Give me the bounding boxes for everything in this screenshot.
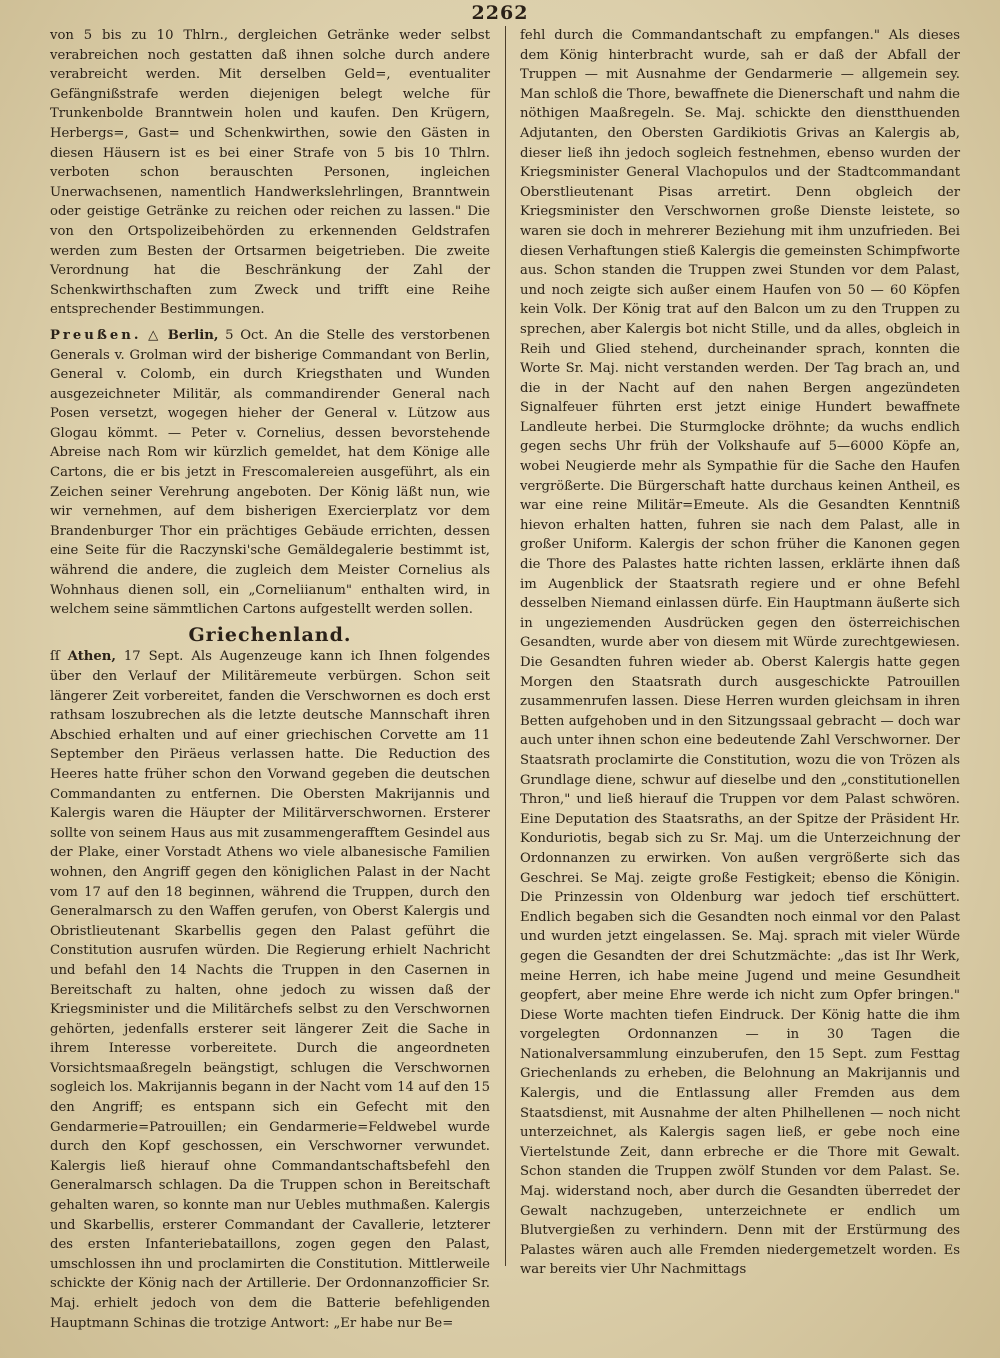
dateline-athens-date: 17 Sept. <box>123 649 184 665</box>
dateline-athens: Athen, <box>67 649 116 665</box>
section-heading-greece: Griechenland. <box>188 623 352 646</box>
article-continuation-text: von 5 bis zu 10 Thlrn., dergleichen Getränke weder selbst verabreichen noch gestatten daß ihnen solche durch andere verabreicht werden. Mit derselben Geld=, eventualiter Gefängnißstrafe werden diejenigen belegt welche für Trunkenbolde Branntwein holen und kaufen. Den Krügern, Herbergs=, Gast= und Schenkwirthen, sowie den Gästen in diesen Häusern ist es bei einer Strafe von 5 bis 10 Thlrn. verboten schon berauschten Personen, ingleichen Unerwachsenen, namentlich Handwerkslehrlingen, Branntwein oder geistige Getränke zu reichen oder reichen zu lassen." Die von den Ortspolizeibehörden zu erkennenden Geldstrafen werden zum Besten der Ortsarmen beigetrieben. Die zweite Verordnung hat die Beschränkung der Zahl der Schenkwirthschaften zum Zweck und trifft eine Reihe entsprechender Bestimmungen. <box>50 28 490 318</box>
column-divider <box>505 26 506 1266</box>
right-column <box>520 26 960 1280</box>
greece-article-text: Als Augenzeuge kann ich Ihnen folgendes über den Verlauf der Militäremeute verbürgen. Schon seit längerer Zeit vorbereitet, fanden die Verschwornen es doch erst rathsam loszubrechen als die letzte deutsche Mannschaft ihren Abschied erhalten und auf einer griechischen Corvette am 11 September den Piräeus verlassen hatte. Die Reduction des Heeres hatte früher schon den Vorwand gegeben die deutschen Commandanten zu entfernen. Die Obersten Makrijannis und Kalergis waren die Häupter der Militärverschwornen. Ersterer sollte von seinem Haus aus mit zusammengerafftem Gesindel aus der Plake, einer Vorstadt Athens wo viele albanesische Familien wohnen, den Angriff gegen den königlichen Palast in der Nacht vom 17 auf den 18 beginnen, während die Truppen, durch den Generalmarsch zu den Waffen gerufen, von Oberst Kalergis und Obristlieutenant Skarbellis gegen den Palast geführt die Constitution ausrufen würden. Die Regierung erhielt Nachricht und befahl den 14 Nachts die Truppen in den Casernen in Bereitschaft zu halten, ohne jedoch zu wissen daß der Kriegsminister und die Militärchefs selbst zu den Verschwornen gehörten, jedenfalls ersterer seit längerer Zeit die Sache in ihrem Interesse vorbereitete. Durch die angeordneten Vorsichtsmaaßregeln beängstigt, schlugen die Verschwornen sogleich los. Makrijannis begann in der Nacht vom 14 auf den 15 den Angriff; es entspann sich ein Gefecht mit den Gendarmerie=Patrouillen; ein Gendarmerie=Feldwebel wurde durch den Kopf geschossen, ein Verschworner verwundet. Kalergis ließ hierauf ohne Commandantschaftsbefehl den Generalmarsch schlagen. Da die Truppen schon in Bereitschaft gehalten waren, so konnte man nur Uebles muthmaßen. Kalergis und Skarbellis, ersterer Commandant der Cavallerie, letzterer des ersten Infanteriebataillons, zogen gegen den Palast, umschlossen ihn und proclamirten die Constitution. Mittlerweile schickte der König nach der Artillerie. Der Ordonnanzofficier Sr. Maj. erhielt jedoch von dem die Batterie befehligenden Hauptmann Schinas die trotzige Antwort: „Er habe nur Be= <box>50 649 490 1331</box>
dateline-berlin: △ Berlin, <box>148 327 219 343</box>
greece-article <box>50 647 490 1333</box>
country-label-prussia: Preußen. <box>50 327 142 343</box>
dateline-berlin-date: 5 Oct. <box>225 327 268 343</box>
left-column <box>50 26 490 1333</box>
correspondent-mark: ſſ <box>50 649 60 665</box>
greece-article-continuation: fehl durch die Commandantschaft zu empfangen." Als dieses dem König hinterbracht wurde, sah er daß der Abfall der Truppen — mit Ausnahme der Gendarmerie — allgemein sey. Man schloß die Thore, bewaffnete die Dienerschaft und nahm die nöthigen Maaßregeln. Se. Maj. schickte den dienstthuenden Adjutanten, den Obersten Gardikiotis Grivas an Kalergis ab, dieser ließ ihn jedoch sogleich festnehmen, ebenso wurden der Kriegsminister General Vlachopulos und der Stadtcommandant Oberstlieutenant Pisas arretirt. Denn obgleich der Kriegsminister den Verschwornen große Dienste leistete, so waren sie doch in mehrerer Beziehung mit ihm unzufrieden. Bei diesen Verhaftungen stieß Kalergis die gemeinsten Schimpfworte aus. Schon standen die Truppen zwei Stunden vor dem Palast, und noch zeigte sich außer einem Haufen von 50 — 60 Köpfen kein Volk. Der König trat auf den Balcon um zu den Truppen zu sprechen, aber Kalergis bot nicht Stille, und da alles, obgleich in Reih und Glied stehend, durcheinander sprach, konnten die Worte Sr. Maj. nicht verstanden werden. Der Tag brach an, und die in der Nacht auf den nahen Bergen angezündeten Signalfeuer führten erst jetzt einige Hundert bewaffnete Landleute herbei. Die Sturmglocke dröhnte; da wuchs endlich gegen sechs Uhr früh der Volkshaufe auf 5—6000 Köpfe an, wobei Neugierde mehr als Sympathie für die Sache den Haufen vergrößerte. Die Bürgerschaft hatte durchaus keinen Antheil, es war eine reine Militär=Emeute. Als die Gesandten Kenntniß hievon erhalten hatten, fuhren sie nach dem Palast, alle in großer Uniform. Kalergis der schon früher die Kanonen gegen die Thore des Palastes hatte richten lassen, erklärte ihnen daß im Augenblick der Staatsrath regiere und er ohne Befehl desselben Niemand einlassen dürfe. Ein Hauptmann äußerte sich in ungeziemenden Ausdrücken gegen den österreichischen Gesandten, wurde aber von diesem mit Würde zurechtgewiesen. Die Gesandten fuhren wieder ab. Oberst Kalergis hatte gegen Morgen den Staatsrath durch ausgeschickte Patrouillen zusammenrufen lassen. Diese Herren wurden gleichsam in ihren Betten aufgehoben und in den Sitzungssaal gebracht — doch war auch unter ihnen schon eine bedeutende Zahl Verschworner. Der Staatsrath proclamirte die Constitution, wozu die von Trözen als Grundlage diene, schwur auf dieselbe und den „constitutionellen Thron," und ließ hierauf die Truppen vor dem Palast schwören. Eine Deputation des Staatsraths, an der Spitze der Präsident Hr. Konduriotis, begab sich zu Sr. Maj. um die Unterzeichnung der Ordonnanzen zu erwirken. Von außen vergrößerte sich das Geschrei. Se Maj. zeigte große Festigkeit; ebenso die Königin. Die Prinzessin von Oldenburg war jedoch tief erschüttert. Endlich begaben sich die Gesandten noch einmal vor den Palast und wurden jetzt eingelassen. Se. Maj. sprach mit vieler Würde gegen die Gesandten der drei Schutzmächte: „das ist Ihr Werk, meine Herren, ich habe meine Jugend und meine Gesundheit geopfert, aber meine Ehre werde ich nicht zum Opfer bringen." Diese Worte machten tiefen Eindruck. Der König hatte die ihm vorgelegten Ordonnanzen — in 30 Tagen die Nationalversammlung einzuberufen, den 15 Sept. zum Festtag Griechenlands zu erheben, die Belohnung an Makrijannis und Kalergis, und die Entlassung aller Fremden aus dem Staatsdienst, mit Ausnahme der alten Philhellenen — noch nicht unterzeichnet, als Kalergis sagen ließ, er gebe noch eine Viertelstunde Zeit, dann erbreche er die Thore mit Gewalt. Schon standen die Truppen zwölf Stunden vor dem Palast. Se. Maj. widerstand noch, aber durch die Gesandten überredet der Gewalt nachzugeben, unterzeichnete er endlich um Blutvergießen zu verhindern. Denn mit der Erstürmung des Palastes wären auch alle Fremden niedergemetzelt worden. Es war bereits vier Uhr Nachmittags <box>520 28 960 1278</box>
prussia-article <box>50 326 490 620</box>
page-number: 2262 <box>471 2 529 24</box>
prussia-article-text: An die Stelle des verstorbenen Generals v. Grolman wird der bisherige Commandant von Berlin, General v. Colomb, ein durch Kriegsthaten und Wunden ausgezeichneter Militär, als commandirender General nach Posen versetzt, wogegen hieher der General v. Lützow aus Glogau kömmt. — Peter v. Cornelius, dessen bevorstehende Abreise nach Rom wir kürzlich gemeldet, hat dem Könige alle Cartons, die er bis jetzt in Frescomalereien ausgeführt, als ein Zeichen seiner Verehrung angeboten. Der König läßt nun, wie wir vernehmen, auf dem bisherigen Exercierplatz vor dem Brandenburger Thor ein prächtiges Gebäude errichten, dessen eine Seite für die Raczynski'sche Gemäldegalerie bestimmt ist, während die andere, die zugleich dem Meister Cornelius als Wohnhaus dienen soll, ein „Corneliianum" enthalten wird, in welchem seine sämmtlichen Cartons aufgestellt werden sollen. <box>50 327 490 618</box>
